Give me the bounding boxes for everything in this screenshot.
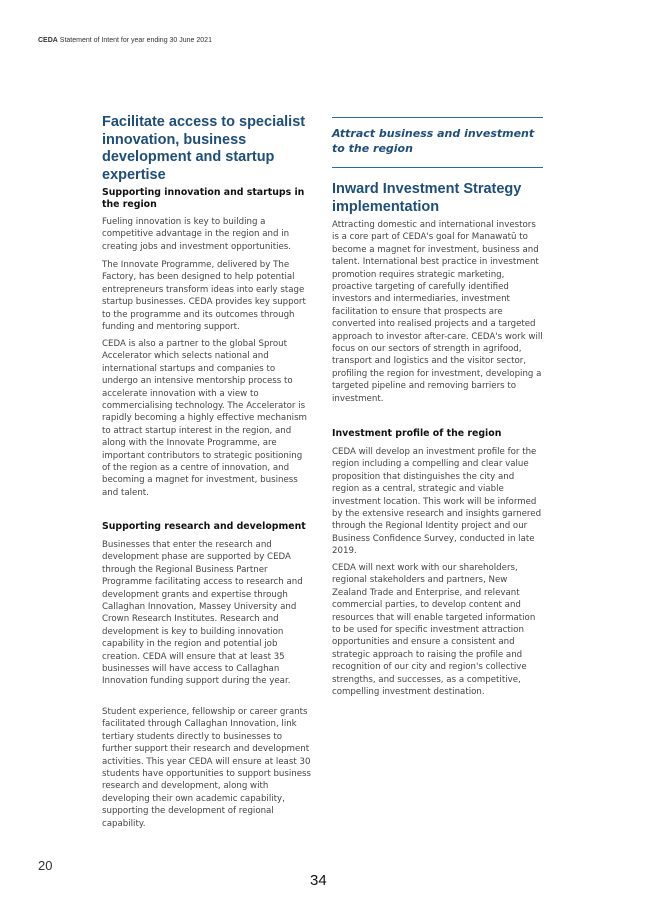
subheading-investment-profile: Investment profile of the region: [332, 428, 502, 439]
section-heading-inward-investment: Inward Investment Strategy implementation: [332, 181, 522, 215]
subheading-research-development: Supporting research and development: [102, 521, 306, 532]
paragraph-sprout-accelerator: CEDA is also a partner to the global Sprout Accelerator which selects national and international startups and companies to undergo an intensive mentorship process to accelerate innovation with a view to commercialising technology. The Accelerator is rapidly becoming a highly effective mechanism to attract startup interest in the region, and along with the Innovate Programme, are important contributors to strategic positioning of the region as a centre of innovation, and becoming a magnet for investment, business and talent.: [102, 339, 307, 498]
paragraph-innovation-intro: Fueling innovation is key to building a competitive advantage in the region and in creating jobs and investment opportunities.: [102, 217, 292, 252]
subheading-innovation-startups: Supporting innovation and startups in the region: [102, 187, 305, 210]
header-org: CEDA: [38, 37, 58, 44]
paragraph-stakeholder-work: CEDA will next work with our shareholders, regional stakeholders and partners, New Zealand Trade and Enterprise, and relevant commercial parties, to develop content and resources that will enable targeted information to be used for specific investment attraction opportunities and ensure a consistent and strategic approach to raising the profile and recognition of our city and region's collective strengths, and successes, as a competitive, compelling investment destination.: [332, 563, 536, 698]
paragraph-rbp-programme: Businesses that enter the research and development phase are supported by CEDA through the Regional Business Partner Programme facilitating access to research and development grants and expertise through Callaghan Innovation, Massey University and Crown Research Institutes. Research and development is key to building innovation capability in the region and potential job creation. CEDA will ensure that at least 35 businesses will have access to Callaghan Innovation funding support during the year.: [102, 540, 303, 687]
running-header: [38, 37, 212, 44]
section-heading-innovation: Facilitate access to specialist innovation, business development and startup expertise: [102, 114, 306, 183]
callout-top-rule: [332, 117, 543, 118]
page-number-left: 20: [38, 858, 53, 873]
paragraph-innovate-programme: The Innovate Programme, delivered by The Factory, has been designed to help potential entrepreneurs transform ideas into early stage startup businesses. CEDA provides key support to the programme and its outcomes through funding and mentoring support.: [102, 260, 306, 333]
paragraph-investment-profile: CEDA will develop an investment profile for the region including a compelling and clear value proposition that distinguishes the city and region as a central, strategic and viable investment location. This work will be informed by the extensive research and insights garnered through the Regional Identity project and our Business Confidence Survey, conducted in late 2019.: [332, 447, 542, 557]
callout-attract-investment: Attract business and investment to the region: [332, 127, 535, 155]
callout-bottom-rule: [332, 167, 543, 168]
paragraph-student-grants: Student experience, fellowship or career grants facilitated through Callaghan Innovation, link tertiary students directly to businesses to further support their research and development activities. This year CEDA will ensure at least 30 students have opportunities to support business research and development, along with developing their own academic capability, supporting the development of regional capability.: [102, 707, 312, 829]
page-number-center: 34: [310, 872, 327, 889]
header-title: Statement of Intent for year ending 30 June 2021: [59, 37, 212, 44]
paragraph-inward-investment: Attracting domestic and international investors is a core part of CEDA's goal for Manawatū to become a magnet for investment, business and talent. International best practice in investment promotion requires strategic marketing, proactive targeting of carefully identified investors and intermediaries, investment facilitation to ensure that prospects are converted into realised projects and a targeted approach to investor after-care. CEDA's work will focus on our sectors of strength in agrifood, transport and logistics and the visitor sector, profiling the region for investment, developing a targeted pipeline and removing barriers to investment.: [332, 220, 543, 404]
